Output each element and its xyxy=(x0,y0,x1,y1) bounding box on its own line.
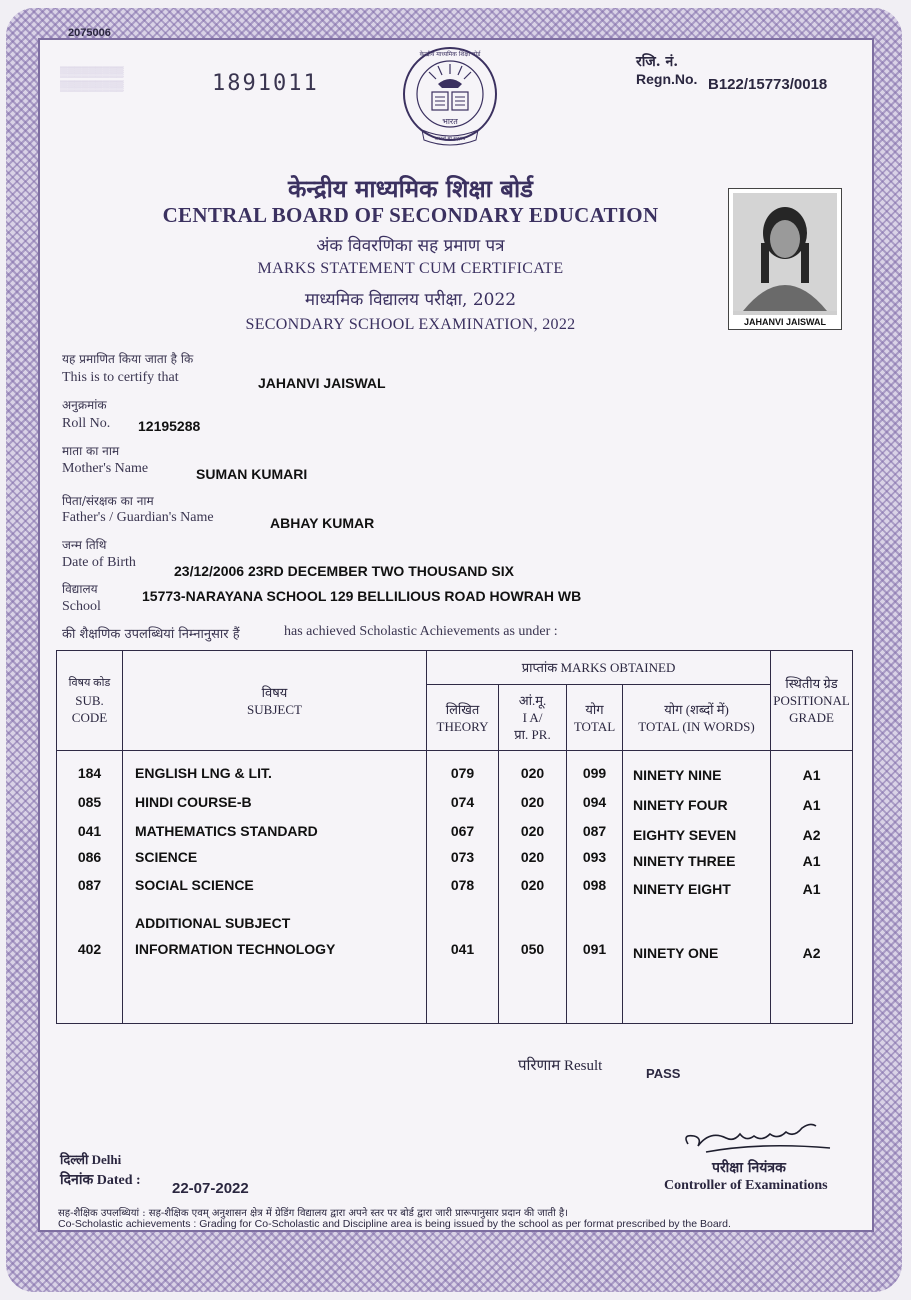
student-photo xyxy=(728,188,842,330)
roll-label: Roll No. xyxy=(62,416,111,431)
school-label: School xyxy=(62,599,101,614)
exam-title: SECONDARY SCHOOL EXAMINATION, 2022 xyxy=(245,316,576,333)
table-cell: MATHEMATICS STANDARD xyxy=(135,823,318,839)
svg-text:असतो मा सद्गमय: असतो मा सद्गमय xyxy=(434,136,466,142)
result-value: PASS xyxy=(646,1066,681,1081)
table-cell: 074 xyxy=(450,794,475,810)
roll-label-hindi: अनुक्रमांक xyxy=(62,398,107,412)
roll-number: 12195288 xyxy=(138,418,201,434)
footnote: Co-Scholastic achievements : Grading for Co-Scholastic and Discipline area is being issued by the school as per format prescribed by the Board. xyxy=(58,1218,731,1230)
total-header: योग TOTAL xyxy=(567,685,623,751)
school-name: 15773-NARAYANA SCHOOL 129 BELLILIOUS ROAD HOWRAH WB xyxy=(142,588,582,604)
table-cell: ENGLISH LNG & LIT. xyxy=(135,765,272,781)
ia-header: आं.मू. I A/ प्रा. PR. xyxy=(499,685,567,751)
place: दिल्ली Delhi xyxy=(60,1152,122,1167)
table-cell: 078 xyxy=(450,877,475,893)
portrait-image xyxy=(733,193,837,311)
table-cell: A1 xyxy=(802,767,821,783)
subject-header: विषय SUBJECT xyxy=(123,651,427,751)
certify-label: This is to certify that xyxy=(62,370,179,385)
student-name: JAHANVI JAISWAL xyxy=(258,375,386,391)
grade-column xyxy=(771,751,853,1024)
table-cell: NINETY EIGHT xyxy=(633,881,731,897)
document-code: 2075006 xyxy=(68,27,111,39)
faint-stamp: ▒▒▒▒▒▒▒▒▒ ▒▒▒▒▒▒▒▒▒ xyxy=(60,67,124,92)
theory-header: लिखित THEORY xyxy=(427,685,499,751)
table-cell: A1 xyxy=(802,853,821,869)
table-cell: 020 xyxy=(520,849,545,865)
table-cell: NINETY THREE xyxy=(633,853,736,869)
additional-subject-label: ADDITIONAL SUBJECT xyxy=(135,915,291,931)
dob-label-hindi: जन्म तिथि xyxy=(62,538,107,552)
table-cell: 020 xyxy=(520,765,545,781)
words-column xyxy=(623,751,771,1024)
table-cell: SOCIAL SCIENCE xyxy=(135,877,254,893)
table-cell: EIGHTY SEVEN xyxy=(633,827,737,843)
mother-label: Mother's Name xyxy=(62,461,149,476)
words-header: योग (शब्दों में) TOTAL (IN WORDS) xyxy=(623,685,771,751)
school-label-hindi: विद्यालय xyxy=(62,582,98,596)
dob-label: Date of Birth xyxy=(62,555,136,570)
photo-caption: JAHANVI JAISWAL xyxy=(729,315,841,329)
regn-label: Regn.No. xyxy=(636,71,698,87)
table-cell: 099 xyxy=(582,765,607,781)
table-cell: NINETY FOUR xyxy=(633,797,728,813)
table-cell: 091 xyxy=(582,941,607,957)
mother-label-hindi: माता का नाम xyxy=(62,444,120,458)
table-cell: HINDI COURSE-B xyxy=(135,794,252,810)
controller-title: Controller of Examinations xyxy=(664,1178,828,1193)
table-cell: 020 xyxy=(520,823,545,839)
code-header: विषय कोड SUB. CODE xyxy=(57,651,123,751)
table-cell: 085 xyxy=(77,794,102,810)
table-cell: 087 xyxy=(582,823,607,839)
ia-column xyxy=(499,751,567,1024)
achievement-label: has achieved Scholastic Achievements as under : xyxy=(284,624,558,639)
table-cell: 041 xyxy=(77,823,102,839)
dated-label: दिनांक Dated : xyxy=(60,1173,141,1188)
certificate-title-hindi: अंक विवरणिका सह प्रमाण पत्र xyxy=(316,236,505,256)
result-label: परिणाम Result xyxy=(518,1058,603,1074)
father-label: Father's / Guardian's Name xyxy=(62,510,214,525)
table-cell: 098 xyxy=(582,877,607,893)
table-cell: 079 xyxy=(450,765,475,781)
table-cell: 020 xyxy=(520,794,545,810)
regn-number: B122/15773/0018 xyxy=(708,76,828,93)
board-name-hindi: केन्द्रीय माध्यमिक शिक्षा बोर्ड xyxy=(287,174,534,203)
theory-column xyxy=(427,751,499,1024)
controller-signature xyxy=(680,1112,840,1158)
table-cell: A1 xyxy=(802,797,821,813)
certify-label-hindi: यह प्रमाणित किया जाता है कि xyxy=(62,352,194,366)
mother-name: SUMAN KUMARI xyxy=(196,466,308,482)
regn-label-hindi: रजि. नं. xyxy=(636,54,679,70)
table-cell: 184 xyxy=(77,765,102,781)
table-cell: 094 xyxy=(582,794,607,810)
exam-title-hindi: माध्यमिक विद्यालय परीक्षा, 2022 xyxy=(304,290,517,310)
table-cell: NINETY ONE xyxy=(633,945,719,961)
grade-header: स्थितीय ग्रेड POSITIONAL GRADE xyxy=(771,651,853,751)
total-column xyxy=(567,751,623,1024)
footnote-hindi: सह-शैक्षिक उपलब्धियां : सह-शैक्षिक एवम् अनुशासन क्षेत्र में ग्रेडिंग विद्यालय द्वारा अपने स्तर पर बोर्ड द्वारा जारी प्रारूपानुसार प्रदान की जाती है। xyxy=(58,1208,568,1219)
table-cell: 087 xyxy=(77,877,102,893)
table-cell: 073 xyxy=(450,849,475,865)
table-cell: SCIENCE xyxy=(135,849,198,865)
certificate-title: MARKS STATEMENT CUM CERTIFICATE xyxy=(257,260,564,277)
father-label-hindi: पिता/संरक्षक का नाम xyxy=(62,494,154,508)
father-name: ABHAY KUMAR xyxy=(270,515,375,531)
table-cell: 050 xyxy=(520,941,545,957)
table-cell: A2 xyxy=(802,945,821,961)
achievement-label-hindi: की शैक्षणिक उपलब्धियां निम्नानुसार हैं xyxy=(62,627,240,642)
issue-date: 22-07-2022 xyxy=(172,1180,249,1197)
board-name: CENTRAL BOARD OF SECONDARY EDUCATION xyxy=(162,203,659,227)
table-cell: NINETY NINE xyxy=(633,767,722,783)
table-cell: 041 xyxy=(450,941,475,957)
table-cell: 067 xyxy=(450,823,475,839)
date-of-birth: 23/12/2006 23RD DECEMBER TWO THOUSAND SIX xyxy=(174,563,514,579)
marks-obtained-header: प्राप्तांक MARKS OBTAINED xyxy=(427,651,771,685)
table-cell: A1 xyxy=(802,881,821,897)
subject-column xyxy=(123,751,427,1024)
marks-table xyxy=(56,650,853,1024)
code-column xyxy=(57,751,123,1024)
table-cell: 086 xyxy=(77,849,102,865)
svg-text:भारत: भारत xyxy=(442,117,458,126)
table-cell: 093 xyxy=(582,849,607,865)
table-cell: 020 xyxy=(520,877,545,893)
svg-text:केन्द्रीय माध्यमिक शिक्षा बोर्: केन्द्रीय माध्यमिक शिक्षा बोर्ड xyxy=(419,51,481,58)
table-cell: INFORMATION TECHNOLOGY xyxy=(135,941,336,957)
cbse-emblem-logo xyxy=(400,44,500,166)
table-cell: A2 xyxy=(802,827,821,843)
controller-title-hindi: परीक्षा नियंत्रक xyxy=(712,1160,786,1176)
serial-number: 1891011 xyxy=(212,71,319,96)
table-cell: 402 xyxy=(77,941,102,957)
